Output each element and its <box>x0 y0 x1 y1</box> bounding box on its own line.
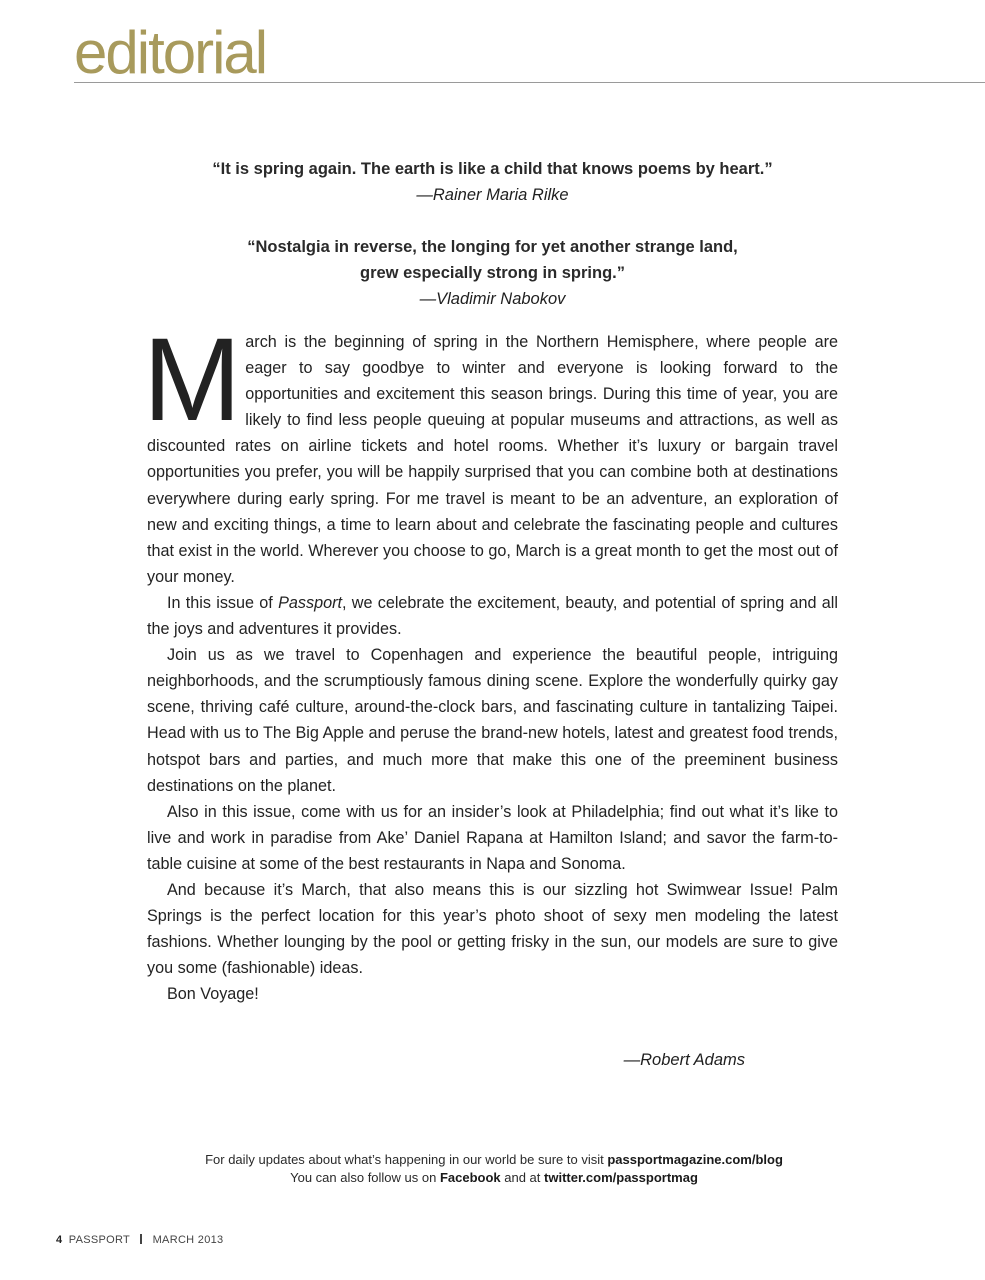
title-rule <box>74 82 985 83</box>
quote-author: —Vladimir Nabokov <box>419 290 566 308</box>
footer-text: You can also follow us on <box>290 1170 440 1185</box>
article-paragraph-2 <box>147 590 838 642</box>
footer-note <box>100 1151 888 1187</box>
footer-text: and at <box>500 1170 545 1185</box>
article-paragraph-6: Bon Voyage! <box>167 985 259 1004</box>
quote-text-line1: “Nostalgia in reverse, the longing for yet another strange land, <box>247 238 738 256</box>
article-paragraph-1 <box>143 314 838 590</box>
epigraph-quotes <box>147 156 838 338</box>
page-folio <box>56 1233 223 1247</box>
section-title: editorial <box>74 19 267 86</box>
paragraph-text: In this issue of <box>167 593 279 612</box>
quote-text-line2: grew especially strong in spring.” <box>360 264 625 282</box>
quote-rilke <box>147 156 838 208</box>
drop-cap: M <box>143 314 242 446</box>
footer-line-2 <box>100 1169 888 1187</box>
magazine-title: PASSPORT <box>68 1234 130 1246</box>
magazine-name: Passport <box>278 593 342 612</box>
footer-text: For daily updates about what’s happening in our world be sure to visit <box>205 1152 608 1167</box>
quote-author: —Rainer Maria Rilke <box>416 186 569 204</box>
blog-link[interactable]: passportmagazine.com/blog <box>607 1152 783 1167</box>
article-paragraph-4: Also in this issue, come with us for an insider’s look at Philadelphia; find out what it’s like to live and work in paradise from Ake’ Daniel Rapana at Hamilton Island; and savor the farm-to-table cuisine at some of the best restaurants in Napa and Sonoma. <box>147 802 838 873</box>
twitter-link[interactable]: twitter.com/passportmag <box>544 1170 698 1185</box>
issue-date: MARCH 2013 <box>152 1234 224 1246</box>
folio-separator <box>140 1234 142 1244</box>
paragraph-text: , we celebrate the excitement, beauty, and potential of spring and all the joys and adventures it provides. <box>147 593 838 639</box>
paragraph-text: arch is the beginning of spring in the Northern Hemisphere, where people are eager to say goodbye to winter and everyone is looking forward to the opportunities and excitement this season brings. During this time of year, you are likely to find less people queuing at popular museums and attractions, as well as discounted rates on airline tickets and hotel rooms. Whether it’s luxury or bargain travel opportunities you prefer, you will be happily surprised that you can combine both at destinations everywhere during early spring. For me travel is meant to be an adventure, an exploration of new and exciting things, a time to learn about and celebrate the fascinating people and cultures that exist in the world. Wherever you choose to go, March is a great month to get the most out of your money. <box>147 333 838 586</box>
quote-nabokov <box>147 234 838 312</box>
page-number: 4 <box>56 1234 63 1246</box>
signoff: —Robert Adams <box>623 1051 745 1069</box>
editorial-article <box>143 314 838 1007</box>
article-paragraph-5: And because it’s March, that also means this is our sizzling hot Swimwear Issue! Palm Springs is the perfect location for this year’s photo shoot of sexy men modeling the latest fashions. Whether lounging by the pool or getting frisky in the sun, our models are sure to give you some (fashionable) ideas. <box>147 880 838 978</box>
article-paragraph-3: Join us as we travel to Copenhagen and experience the beautiful people, intriguing neighborhoods, and the scrumptiously famous dining scene. Explore the wonderfully quirky gay scene, thriving café culture, around-the-clock bars, and fascinating culture in tantalizing Taipei. Head with us to The Big Apple and peruse the brand-new hotels, latest and greatest food trends, hotspot bars and parties, and much more that make this one of the preeminent business destinations on the planet. <box>147 646 838 795</box>
facebook-link[interactable]: Facebook <box>439 1170 501 1185</box>
footer-line-1 <box>100 1151 888 1169</box>
quote-text: “It is spring again. The earth is like a child that knows poems by heart.” <box>212 160 773 178</box>
